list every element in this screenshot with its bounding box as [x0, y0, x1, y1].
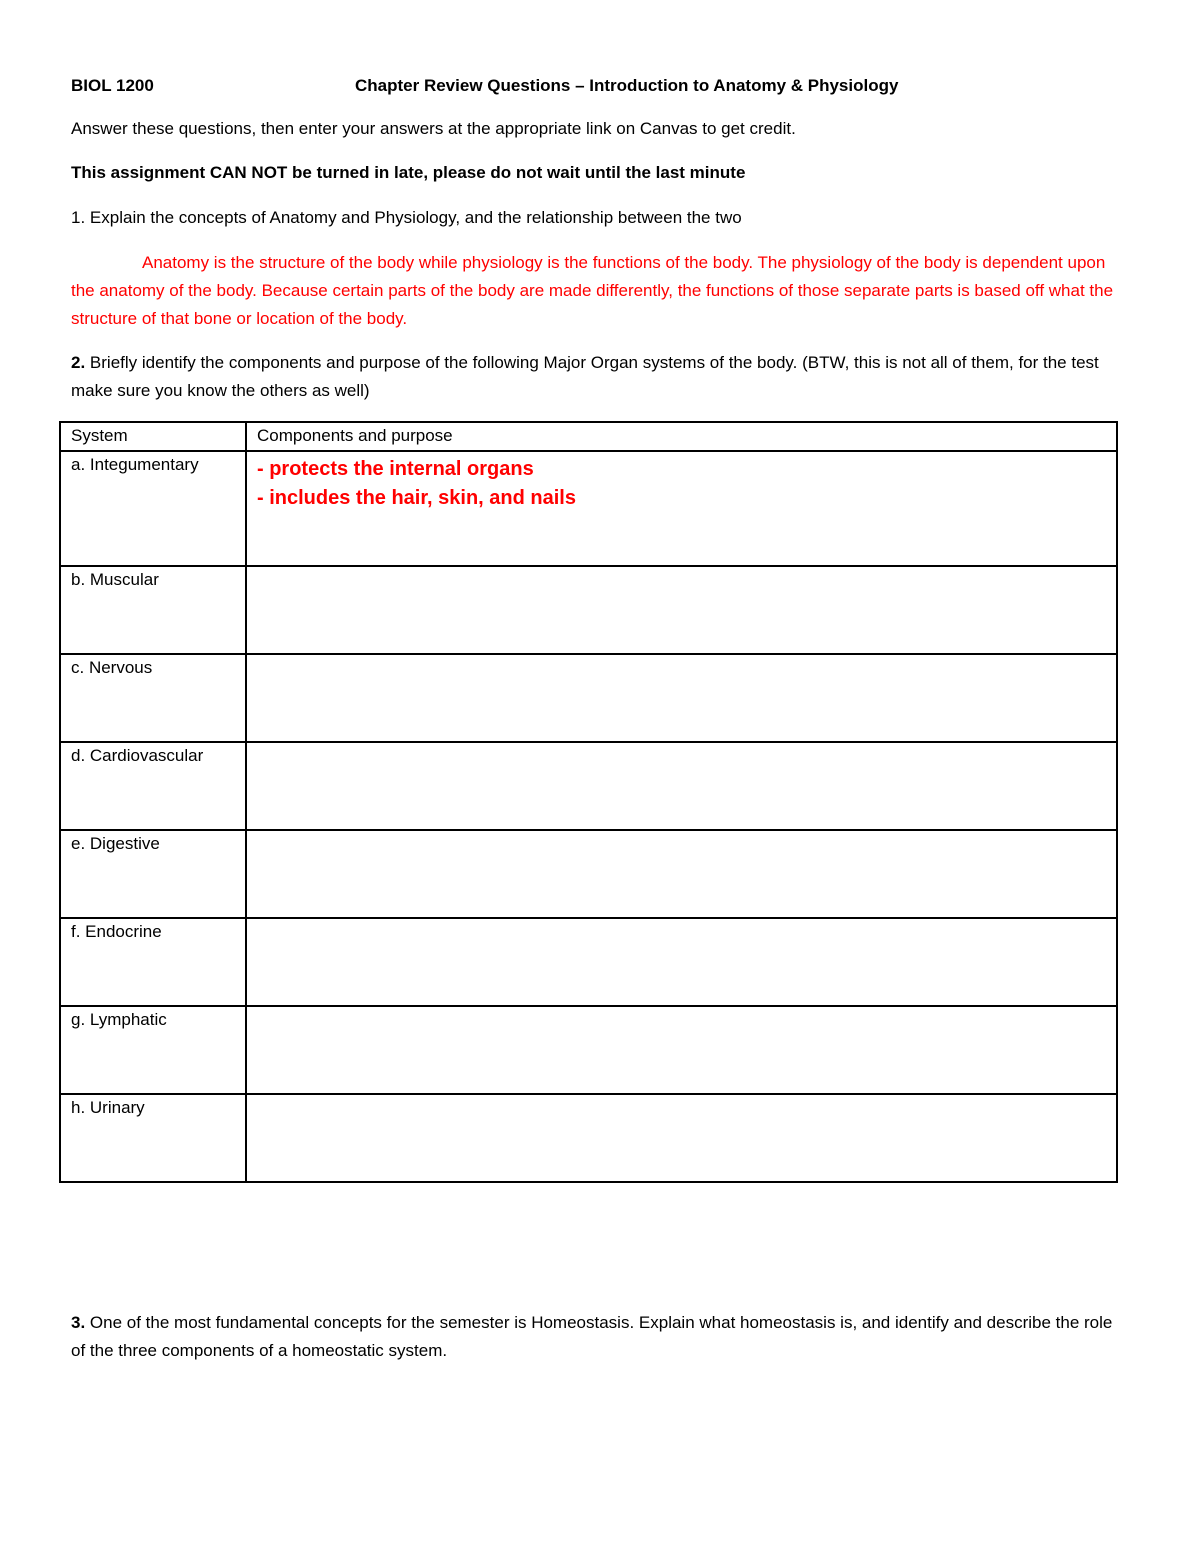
table-row	[60, 566, 1117, 654]
components-answer-cell[interactable]	[246, 918, 1117, 1006]
question-1-text: Explain the concepts of Anatomy and Physiology, and the relationship between the two	[89, 208, 742, 227]
worksheet-title: Chapter Review Questions – Introduction to Anatomy & Physiology	[355, 76, 899, 95]
question-2	[71, 349, 1131, 405]
header-system: System	[60, 422, 246, 451]
components-answer-cell[interactable]	[246, 654, 1117, 742]
table-row	[60, 1006, 1117, 1094]
table-header-row	[60, 422, 1117, 451]
components-answer-cell[interactable]	[246, 451, 1117, 566]
table-row	[60, 830, 1117, 918]
question-2-number: 2.	[71, 353, 86, 372]
instructions-line: Answer these questions, then enter your answers at the appropriate link on Canvas to get credit.	[71, 119, 796, 138]
components-answer-cell[interactable]	[246, 1006, 1117, 1094]
question-2-text: Briefly identify the components and purpose of the following Major Organ systems of the body. (BTW, this is not all of them, for the test make sure you know the others as well)	[71, 353, 1099, 400]
components-answer-cell[interactable]	[246, 742, 1117, 830]
answer-line: - protects the internal organs	[257, 458, 534, 480]
table-row	[60, 451, 1117, 566]
system-name: d. Cardiovascular	[60, 742, 246, 830]
components-answer-cell[interactable]	[246, 1094, 1117, 1182]
system-name: f. Endocrine	[60, 918, 246, 1006]
components-answer-cell[interactable]	[246, 566, 1117, 654]
header-components: Components and purpose	[246, 422, 1117, 451]
system-name: c. Nervous	[60, 654, 246, 742]
question-1-number: 1.	[71, 208, 86, 227]
question-3-number: 3.	[71, 1313, 86, 1332]
course-code: BIOL 1200	[71, 76, 154, 95]
organ-systems-table	[59, 421, 1118, 1183]
question-3-text: One of the most fundamental concepts for the semester is Homeostasis. Explain what homeostasis is, and identify and describe the role of the three components of a homeostatic system.	[71, 1313, 1113, 1360]
table-row	[60, 1094, 1117, 1182]
table-row	[60, 654, 1117, 742]
late-warning: This assignment CAN NOT be turned in late, please do not wait until the last minute	[71, 163, 746, 182]
answer-line: - includes the hair, skin, and nails	[257, 487, 576, 509]
system-name: b. Muscular	[60, 566, 246, 654]
question-1	[71, 208, 742, 228]
system-name: e. Digestive	[60, 830, 246, 918]
system-name: g. Lymphatic	[60, 1006, 246, 1094]
system-name: h. Urinary	[60, 1094, 246, 1182]
question-1-answer[interactable]: Anatomy is the structure of the body while physiology is the functions of the body. The physiology of the body is dependent upon the anatomy of the body. Because certain parts of the body are made differently, the functions of those separate parts is based off what the structure of that bone or location of the body.	[71, 253, 1114, 328]
table-row	[60, 918, 1117, 1006]
table-row	[60, 742, 1117, 830]
components-answer-cell[interactable]	[246, 830, 1117, 918]
system-name: a. Integumentary	[60, 451, 246, 566]
question-3	[71, 1309, 1131, 1365]
